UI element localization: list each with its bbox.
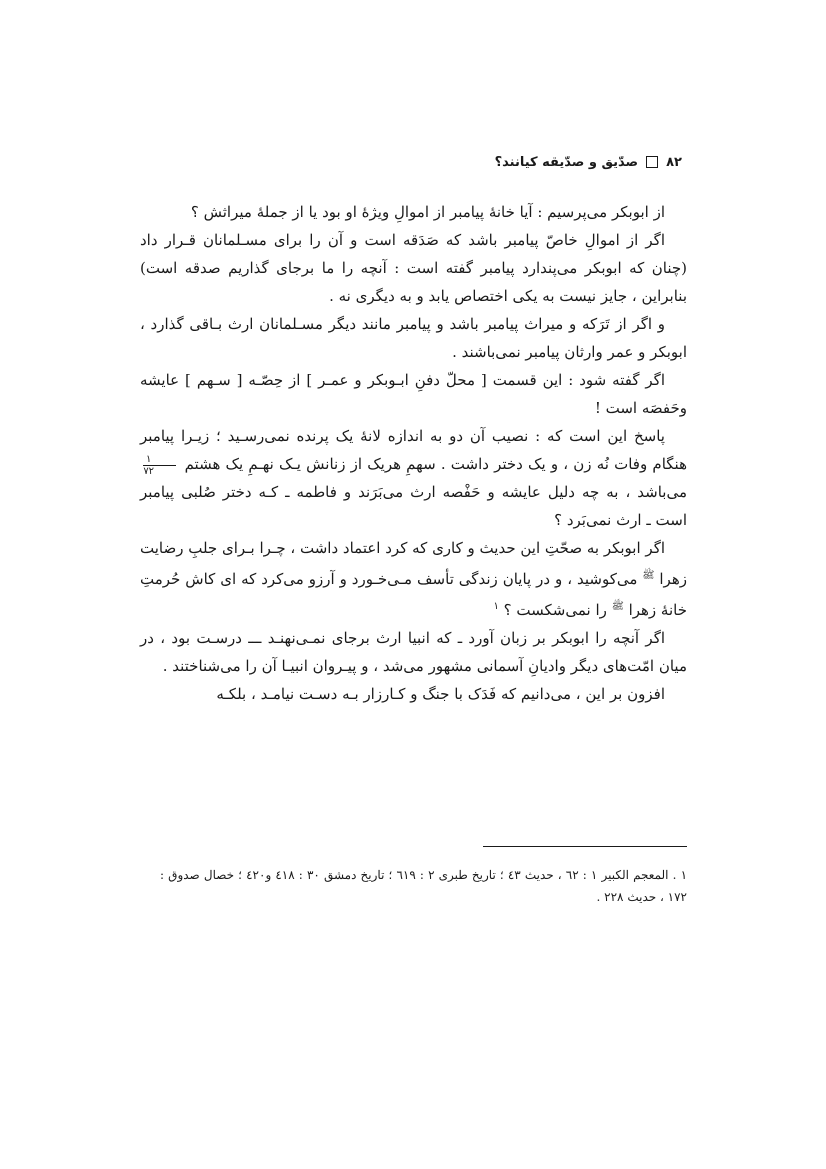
fraction [143,454,176,477]
honorific-symbol: ﷺ [642,570,655,581]
paragraph: اگر از اموالِ خاصّ پیامبر باشد که صَدَقه است و آن را برای مسـلمانان قـرار داد (چنان که ابوبکر می‌پندارد پیامبر گفته است : آنچه را ما برجای گذاریم صدقه است) بنابراین ، جایز نیست به یکی اختصاص یابد و به دیگری نه . [140,231,687,305]
square-bullet-icon [646,156,658,168]
paragraph-text: را نمی‌شکست ؟ [503,601,607,619]
paragraph: از ابوبکر می‌پرسیم : آیا خانهٔ پیامبر از اموالِ ویژهٔ او بود یا از جملهٔ میراثش ؟ [190,203,665,221]
fraction-numerator: ۱ [143,454,176,466]
fraction-denominator: ۷۲ [143,465,155,477]
paragraph-text: می‌باشد ، به چه دلیل عایشه و حَفْصه ارث می‌بَرَند و فاطمه ـ کـه دختر صُلبی پیامبر است ـ ارث نمی‌بَرد ؟ [140,483,687,529]
footnote-marker: ۱ [493,601,499,612]
running-header [470,150,682,174]
paragraph [140,534,687,624]
paragraph: اگر آنچه را ابوبکر بر زبان آورد ـ که انبیا ارث برجای نمـی‌نهنـد ـــ درسـت بود ، در میان امّت‌های دیگر وادیانِ آسمانی مشهور می‌شد ، و پیـروان انبیـا آن را می‌شناختند . [140,629,687,675]
page-number: ۸۲ [666,154,682,170]
footnote: ۱ . المعجم الکبیر ۱ : ٦٢ ، حدیث ٤٣ ؛ تاریخ طبری ۲ : ٦۱۹ ؛ تاریخ دمشق ۳۰ : ٤۱۸ و٤۲۰ ؛ خصال صدوق : ۱۷۲ ، حدیث ۲۲۸ . [160,868,688,904]
paragraph: اگر گفته شود : این قسمت [ محلّ دفنِ ابـوبکر و عمـر ] از حِصّـه [ سـهم ] عایشه وحَفصَه است ! [140,371,687,417]
main-text [140,198,687,708]
footnote-divider [483,846,687,847]
paragraph [140,422,687,534]
paragraph-text: اگر ابوبکر به صحّتِ این حدیث و کاری که کرد اعتماد داشت ، چـرا بـرای جلبِ رضایت زهرا [140,539,687,588]
honorific-symbol: ﷺ [611,601,624,612]
paragraph: و اگر از تَرَکه و میراث پیامبر باشد و پیامبر مانند دیگر مسـلمانان ارث بـاقی گذارد ، ابوبکر و عمر وارثان پیامبر نمی‌باشند . [140,315,687,361]
paragraph-text: پاسخ این است که : نصیب آن دو به اندازه لانهٔ یک پرنده نمی‌رسـید ؛ زیـرا پیامبر هنگام وفات نُه زن ، و یک دختر داشت . سهمِ هریک از زنانش یـک نهـمِ یک هشتم [140,427,687,473]
chapter-title: صدّیق و صدّیقه کیانند؟ [494,154,639,170]
paragraph-text: می‌کوشید ، و در پایان زندگی تأسف مـی‌خـورد و آرزو می‌کرد که ای کاش حُرمتِ خانهٔ زهرا [140,570,687,619]
paragraph: افزون بر این ، می‌دانیم که فَدَک با جنگ و کـارزار بـه دسـت نیامـد ، بلکـه [216,685,665,703]
